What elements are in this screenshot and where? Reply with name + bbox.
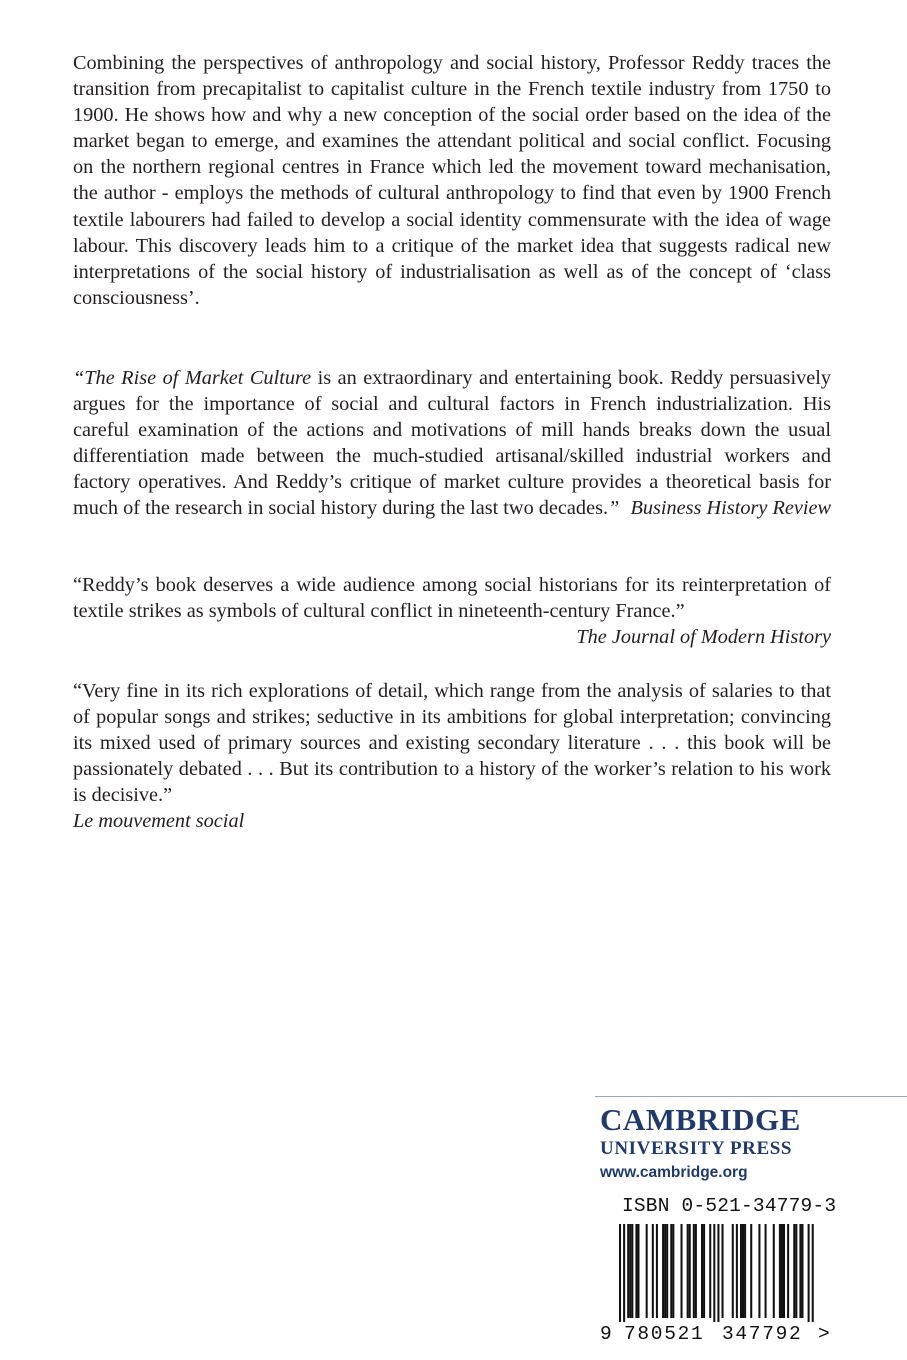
review-quote	[73, 365, 831, 522]
barcode-bar	[713, 1224, 715, 1322]
barcode-bar	[629, 1224, 631, 1318]
barcode-bar	[742, 1224, 744, 1318]
review-quote-body: “Reddy’s book deserves a wide audience among social historians for its reinterpretation of textile strikes as symbols of cultural conflict in nineteenth-century France.”	[73, 574, 831, 623]
barcode-bar	[779, 1224, 781, 1318]
barcode-bar	[765, 1224, 767, 1318]
barcode-bar	[701, 1224, 703, 1318]
barcode-bar	[740, 1224, 742, 1318]
barcode-bar	[672, 1224, 674, 1318]
barcode-bar	[787, 1224, 789, 1318]
barcode-bar	[652, 1224, 654, 1318]
barcode-bar	[631, 1224, 633, 1318]
quote-open-mark: “	[73, 367, 85, 389]
ean-left-digits: 780521	[624, 1323, 705, 1345]
review-quote: “Very fine in its rich explorations of detail, which range from the analysis of salaries to that of popular songs and strikes; seductive in its ambitions for global interpretation; convincing its mixed used of primary sources and existing secondary literature . . . this book will be passionately debated . . . But its contribution to a history of the worker’s relation to his work is decisive.”	[73, 680, 831, 807]
barcode-bar	[773, 1224, 775, 1318]
barcode-bar	[664, 1224, 666, 1318]
barcode-bar	[623, 1224, 625, 1322]
barcode-bar	[783, 1224, 785, 1318]
book-title: The Rise of Market Culture	[84, 367, 312, 389]
barcode-bar	[808, 1224, 810, 1322]
ean-first-digit: 9	[600, 1323, 612, 1345]
barcode-bar	[717, 1224, 719, 1322]
barcode-bar	[801, 1224, 803, 1318]
review-source: Le mouvement social	[73, 810, 245, 833]
barcode-bar	[799, 1224, 801, 1318]
barcode-bar	[646, 1224, 648, 1318]
barcode-bar	[695, 1224, 697, 1318]
barcode-bar	[722, 1224, 724, 1318]
ean-right-digits: 347792	[722, 1323, 803, 1345]
publisher-logo-sub: UNIVERSITY PRESS	[600, 1138, 793, 1159]
barcode-bar	[703, 1224, 705, 1318]
barcode-bar	[709, 1224, 711, 1318]
isbn-label: ISBN 0-521-34779-3	[622, 1195, 837, 1217]
barcode-bar	[635, 1224, 637, 1318]
barcode-icon	[600, 1224, 832, 1324]
barcode-bar	[666, 1224, 668, 1318]
blurb-text: Combining the perspectives of anthropology and social history, Professor Reddy traces the transition from precapitalist to capitalist culture in the French textile industry from 1750 to 1900. He shows how and why a new conception of the social order based on the idea of the market began to emerge, and examines the attendant political and social conflict. Focusing on the northern regional centres in France which led the movement toward mechanisation, the author - employs the methods of cultural anthropology to find that even by 1900 French textile labourers had failed to develop a social identity commensurate with the idea of wage labour. This discovery leads him to a critique of the market idea that suggests radical new interpretations of the social history of industrialisation as well as of the concept of ‘class consciousness’.	[73, 52, 831, 309]
review-journal-modern-history	[73, 572, 831, 650]
barcode-bar	[693, 1224, 695, 1318]
barcode-bar	[732, 1224, 734, 1318]
review-source: Business History Review	[630, 497, 831, 520]
publisher-rule	[595, 1096, 907, 1097]
review-quote-body: is an extraordinary and entertaining book. Reddy persuasively argues for the importance of social and cultural factors in French industrialization. His careful examination of the actions and motivations of mill hands breaks down the usual differentiation made between the much-studied artisanal/skilled industrial workers and factory operatives. And Reddy’s critique of market culture provides a theoretical basis for much of the research in social history during the last two decades.	[73, 367, 832, 520]
barcode-bar	[795, 1224, 797, 1318]
barcode-bar	[627, 1224, 629, 1318]
barcode-bar	[812, 1224, 814, 1322]
barcode-bar	[744, 1224, 746, 1318]
barcode-bar	[793, 1224, 795, 1318]
barcode-bar	[736, 1224, 738, 1318]
barcode-bar	[681, 1224, 683, 1318]
barcode-bar	[687, 1224, 689, 1318]
barcode-bar	[781, 1224, 783, 1318]
barcode-bar	[689, 1224, 691, 1318]
barcode-bar	[750, 1224, 752, 1318]
publisher-logo-name: CAMBRIDGE	[600, 1102, 801, 1137]
barcode-bar	[758, 1224, 760, 1318]
review-source: The Journal of Modern History	[576, 626, 831, 649]
quote-close-mark: ”	[608, 497, 620, 520]
barcode-bar	[662, 1224, 664, 1318]
barcode-bar	[656, 1224, 658, 1318]
review-mouvement-social	[73, 678, 831, 835]
review-quote	[73, 572, 831, 649]
barcode-bar	[670, 1224, 672, 1318]
ean-arrow: >	[818, 1323, 830, 1345]
barcode-bar	[619, 1224, 621, 1322]
review-business-history	[73, 365, 831, 522]
publisher-url: www.cambridge.org	[600, 1164, 748, 1181]
barcode-bar	[637, 1224, 639, 1318]
